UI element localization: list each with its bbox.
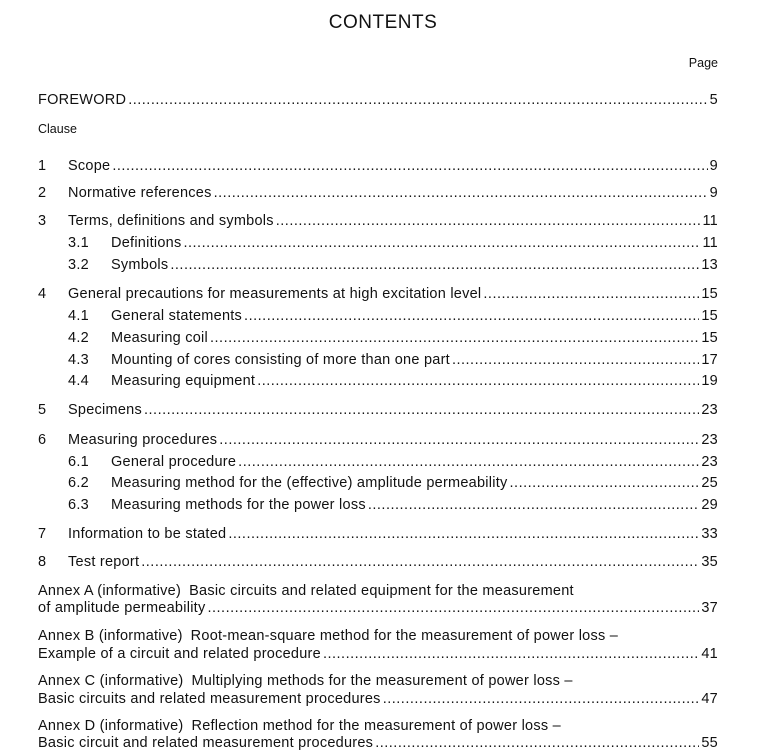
toc-entry-text: Measuring procedures [68,432,218,448]
annex-title-line2: Basic circuit and related measurement procedures [38,735,374,751]
toc-entry-text: Specimens [68,402,142,418]
toc-entry-text: Measuring method for the (effective) amplitude permeability [111,475,508,491]
annex-label: Annex C (informative) [38,673,184,689]
annex-title-line1: Multiplying methods for the measurement of power loss – [191,673,573,689]
toc-entry-text: Information to be stated [68,526,227,542]
dot-leader [144,402,699,418]
toc-clause-number: 6 [38,432,47,448]
toc-subclause-number: 6.3 [68,497,89,513]
toc-subclause-number: 6.2 [68,475,89,491]
toc-page-number: 55 [701,735,718,751]
dot-leader [112,158,707,174]
toc-subclause-number: 3.2 [68,257,89,273]
toc-page-number: 5 [709,92,718,108]
toc-clause-number: 8 [38,554,47,570]
toc-clause-number: 7 [38,526,47,542]
dot-leader [452,352,699,368]
toc-entry-text: Mounting of cores consisting of more than one part [111,352,450,368]
dot-leader [375,735,699,751]
dot-leader [228,526,699,542]
toc-page-number: 17 [701,352,718,368]
dot-leader [214,185,708,201]
dot-leader [219,432,699,448]
page-title: CONTENTS [328,12,438,33]
annex-title-line1: Reflection method for the measurement of power loss – [191,718,561,734]
annex-title-line2: Basic circuits and related measurement procedures [38,691,381,707]
toc-entry-text: Definitions [111,235,182,251]
toc-subclause-number: 3.1 [68,235,89,251]
toc-page-number: 23 [701,432,718,448]
toc-entry-clause-3-1[interactable] [38,235,718,255]
toc-clause-number: 2 [38,185,47,201]
toc-page-number: 29 [701,497,718,513]
toc-entry-text: General procedure [111,454,237,470]
dot-leader [207,600,699,616]
dot-leader [238,454,699,470]
dot-leader [276,213,701,229]
toc-subclause-number: 4.3 [68,352,89,368]
toc-entry-text: Symbols [111,257,169,273]
dot-leader [510,475,700,491]
annex-title-line1: Root-mean-square method for the measurement of power loss – [190,628,619,644]
toc-entry-clause-8[interactable] [38,554,718,574]
dot-leader [210,330,699,346]
toc-subclause-number: 4.1 [68,308,89,324]
annex-label: Annex B (informative) [38,628,183,644]
toc-entry-clause-4-4[interactable] [38,373,718,393]
clause-column-label: Clause [38,122,77,136]
toc-entry-clause-2[interactable] [38,185,718,205]
toc-clause-number: 1 [38,158,47,174]
toc-page-number: 15 [701,286,718,302]
dot-leader [483,286,699,302]
toc-clause-number: 5 [38,402,47,418]
toc-page-number: 25 [701,475,718,491]
toc-entry-annex-b[interactable] [38,628,718,648]
toc-subclause-number: 4.4 [68,373,89,389]
dot-leader [368,497,700,513]
dot-leader [183,235,700,251]
toc-page-number: 19 [701,373,718,389]
annex-title-line2: Example of a circuit and related procedure [38,646,321,662]
toc-entry-clause-1[interactable] [38,158,718,178]
toc-entry-clause-4-3[interactable] [38,352,718,372]
annex-label: Annex D (informative) [38,718,184,734]
toc-entry-clause-4[interactable] [38,286,718,306]
dot-leader [170,257,699,273]
toc-entry-clause-3-2[interactable] [38,257,718,277]
toc-entry-clause-7[interactable] [38,526,718,546]
toc-page-number: 23 [701,454,718,470]
dot-leader [383,691,700,707]
annex-title-line1: Basic circuits and related equipment for the measurement [189,583,574,599]
toc-page-number: 37 [701,600,718,616]
toc-entry-annex-a-line2[interactable] [38,600,718,620]
toc-entry-text: Test report [68,554,140,570]
toc-entry-annex-d-line2[interactable] [38,735,718,751]
toc-page-number: 33 [701,526,718,542]
toc-entry-clause-6[interactable] [38,432,718,452]
toc-entry-text: General precautions for measurements at high excitation level [68,286,482,302]
dot-leader [141,554,699,570]
toc-entry-clause-4-1[interactable] [38,308,718,328]
toc-entry-text: Normative references [68,185,212,201]
page-column-label: Page [688,56,718,70]
dot-leader [257,373,699,389]
toc-entry-clause-3[interactable] [38,213,718,233]
toc-entry-clause-5[interactable] [38,402,718,422]
toc-page-number: 15 [701,330,718,346]
toc-page-number: 9 [709,158,718,174]
toc-subclause-number: 6.1 [68,454,89,470]
toc-clause-number: 3 [38,213,47,229]
toc-page-number: 47 [701,691,718,707]
toc-entry-clause-6-2[interactable] [38,475,718,495]
dot-leader [323,646,699,662]
toc-page-number: 35 [701,554,718,570]
toc-page-number: 15 [701,308,718,324]
toc-entry-clause-6-1[interactable] [38,454,718,474]
toc-page-number: 9 [709,185,718,201]
dot-leader [244,308,699,324]
toc-entry-text: Measuring methods for the power loss [111,497,366,513]
dot-leader [128,92,707,108]
toc-entry-annex-b-line2[interactable] [38,646,718,666]
toc-entry-text: General statements [111,308,243,324]
toc-entry-text: Scope [68,158,111,174]
toc-entry-text: FOREWORD [38,92,127,108]
toc-entry-text: Measuring equipment [111,373,256,389]
annex-title-line2: of amplitude permeability [38,600,206,616]
toc-entry-annex-c-line2[interactable] [38,691,718,711]
toc-page-number: 11 [702,213,718,229]
toc-page-number: 11 [702,235,718,251]
toc-entry-clause-6-3[interactable] [38,497,718,517]
toc-entry-clause-4-2[interactable] [38,330,718,350]
toc-entry-annex-c[interactable] [38,673,718,693]
toc-entry-foreword[interactable] [38,92,718,112]
toc-subclause-number: 4.2 [68,330,89,346]
toc-entry-text: Measuring coil [111,330,208,346]
toc-page-number: 23 [701,402,718,418]
toc-page-number: 41 [701,646,718,662]
toc-page-number: 13 [701,257,718,273]
annex-label: Annex A (informative) [38,583,182,599]
toc-entry-text: Terms, definitions and symbols [68,213,274,229]
toc-clause-number: 4 [38,286,47,302]
